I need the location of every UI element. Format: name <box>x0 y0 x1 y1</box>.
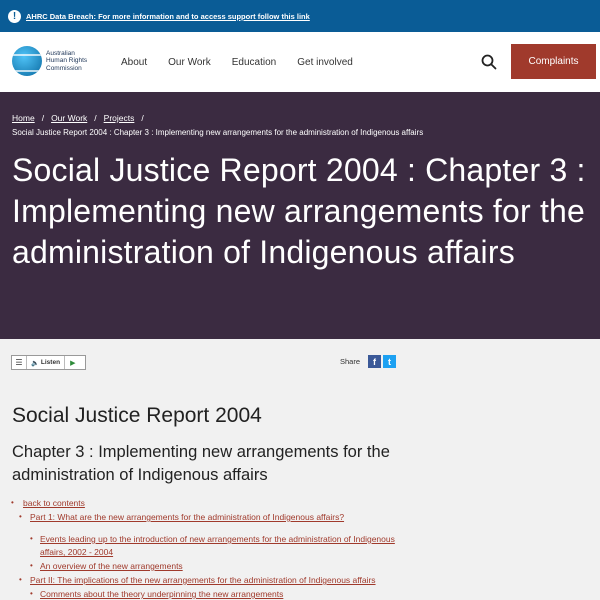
alert-link[interactable]: AHRC Data Breach: For more information and to access support follow this link <box>26 11 310 21</box>
toc-link[interactable]: Events leading up to the introduction of new arrangements for the administration of Indigenous affairs, 2002 - 2004 <box>40 534 395 557</box>
play-icon[interactable]: ▶ <box>70 359 76 367</box>
report-heading: Social Justice Report 2004 <box>12 404 262 427</box>
logo[interactable] <box>12 46 87 76</box>
nav-education[interactable]: Education <box>231 56 277 68</box>
bullet: • <box>30 589 33 598</box>
logo-text: Australian Human Rights Commission <box>46 49 88 72</box>
nav-get-involved[interactable]: Get involved <box>297 56 353 68</box>
listen-widget <box>11 355 86 370</box>
facebook-icon[interactable]: f <box>368 355 381 368</box>
bullet: • <box>30 534 33 543</box>
toc-link[interactable]: Comments about the theory underpinning the new arrangements <box>40 589 284 599</box>
toc-link[interactable]: back to contents <box>23 498 85 508</box>
toc-link[interactable]: An overview of the new arrangements <box>40 561 183 571</box>
chapter-heading: Chapter 3 : Implementing new arrangements for the administration of Indigenous affairs <box>12 443 390 484</box>
listen-button[interactable]: 🔈 Listen <box>27 356 65 369</box>
breadcrumb: Home / Our Work / Projects / <box>12 113 144 123</box>
breadcrumb-home[interactable]: Home <box>12 113 35 123</box>
bullet: • <box>11 498 14 507</box>
info-icon: ! <box>8 10 21 23</box>
bullet: • <box>19 512 22 521</box>
breadcrumb-projects[interactable]: Projects <box>103 113 135 123</box>
site-header <box>0 32 600 92</box>
nav-about[interactable]: About <box>121 56 148 68</box>
toc-link[interactable]: Part II: The implications of the new arrangements for the administration of Indigenous affairs <box>30 575 376 585</box>
main-nav <box>121 32 374 92</box>
breadcrumb-our-work[interactable]: Our Work <box>51 113 88 123</box>
page-hero <box>0 92 600 339</box>
alert-bar[interactable] <box>0 0 600 32</box>
twitter-icon[interactable]: t <box>383 355 396 368</box>
share-bar <box>340 355 396 368</box>
nav-our-work[interactable]: Our Work <box>168 56 211 68</box>
complaints-button[interactable]: Complaints <box>511 44 596 79</box>
page-title: Social Justice Report 2004 : Chapter 3 : Implementing new arrangements for the administration of Indigenous affairs <box>12 152 586 270</box>
bullet: • <box>19 575 22 584</box>
menu-icon[interactable]: ☰ <box>12 356 27 369</box>
breadcrumb-current: Social Justice Report 2004 : Chapter 3 : Implementing new arrangements for the administration of Indigenous affairs <box>12 128 424 137</box>
search-icon[interactable] <box>481 54 497 70</box>
share-label: Share <box>340 357 361 366</box>
toc-link[interactable]: Part 1: What are the new arrangements for the administration of Indigenous affairs? <box>30 512 345 522</box>
speaker-icon: 🔈 <box>31 359 41 367</box>
bullet: • <box>30 561 33 570</box>
logo-globe-icon <box>12 46 42 76</box>
